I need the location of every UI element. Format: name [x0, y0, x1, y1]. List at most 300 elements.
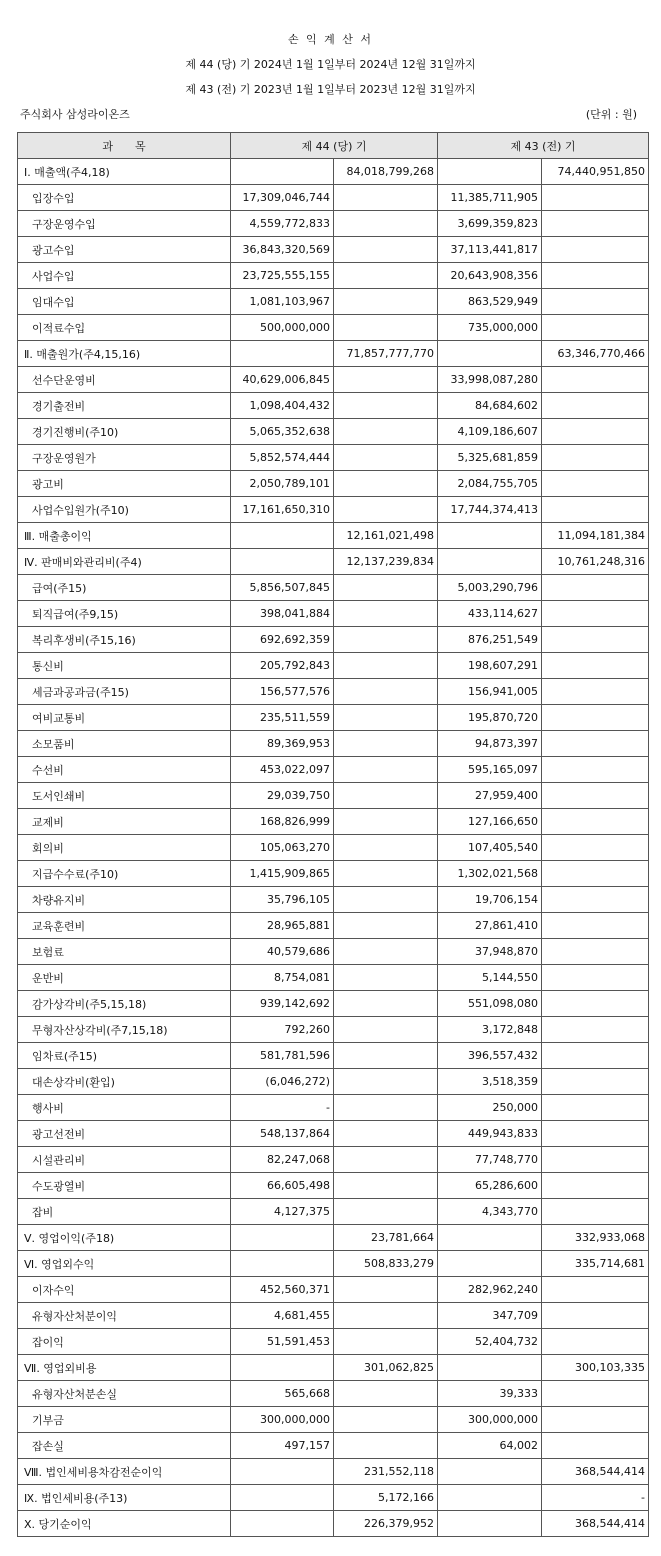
current-total-amount: [334, 679, 438, 705]
account-label: 차량유지비: [18, 887, 231, 913]
prior-detail-amount: 198,607,291: [438, 653, 542, 679]
table-row: [18, 523, 649, 549]
table-row: [18, 835, 649, 861]
current-detail-amount: [231, 549, 334, 575]
current-detail-amount: 300,000,000: [231, 1407, 334, 1433]
prior-total-amount: 368,544,414: [542, 1511, 649, 1537]
prior-total-amount: [542, 939, 649, 965]
account-label: 광고선전비: [18, 1121, 231, 1147]
prior-total-amount: [542, 731, 649, 757]
current-detail-amount: 5,065,352,638: [231, 419, 334, 445]
income-statement-table: [17, 132, 649, 1537]
prior-total-amount: [542, 237, 649, 263]
table-row: [18, 1485, 649, 1511]
table-row: [18, 757, 649, 783]
account-label: 감가상각비(주5,15,18): [18, 991, 231, 1017]
current-detail-amount: [231, 341, 334, 367]
current-detail-amount: (6,046,272): [231, 1069, 334, 1095]
prior-total-amount: [542, 289, 649, 315]
current-total-amount: [334, 445, 438, 471]
current-total-amount: [334, 185, 438, 211]
table-row: [18, 575, 649, 601]
current-detail-amount: 105,063,270: [231, 835, 334, 861]
account-label: 유형자산처분이익: [18, 1303, 231, 1329]
current-total-amount: [334, 263, 438, 289]
prior-total-amount: -: [542, 1485, 649, 1511]
prior-total-amount: [542, 887, 649, 913]
current-total-amount: [334, 705, 438, 731]
table-row: [18, 627, 649, 653]
account-label: 이자수익: [18, 1277, 231, 1303]
current-total-amount: [334, 471, 438, 497]
account-label: 복리후생비(주15,16): [18, 627, 231, 653]
table-row: [18, 1303, 649, 1329]
account-label: 급여(주15): [18, 575, 231, 601]
prior-detail-amount: 64,002: [438, 1433, 542, 1459]
prior-detail-amount: 5,325,681,859: [438, 445, 542, 471]
prior-total-amount: [542, 1433, 649, 1459]
current-detail-amount: 5,856,507,845: [231, 575, 334, 601]
prior-total-amount: [542, 367, 649, 393]
prior-detail-amount: 3,172,848: [438, 1017, 542, 1043]
current-total-amount: [334, 783, 438, 809]
current-detail-amount: [231, 1355, 334, 1381]
current-detail-amount: 500,000,000: [231, 315, 334, 341]
table-body: [18, 159, 649, 1537]
prior-total-amount: [542, 315, 649, 341]
current-detail-amount: [231, 1225, 334, 1251]
prior-detail-amount: 876,251,549: [438, 627, 542, 653]
table-row: [18, 939, 649, 965]
prior-detail-amount: 19,706,154: [438, 887, 542, 913]
table-row: [18, 419, 649, 445]
table-row: [18, 367, 649, 393]
account-label: 기부금: [18, 1407, 231, 1433]
prior-detail-amount: 4,343,770: [438, 1199, 542, 1225]
prior-total-amount: [542, 991, 649, 1017]
prior-total-amount: [542, 627, 649, 653]
current-total-amount: [334, 731, 438, 757]
current-detail-amount: 497,157: [231, 1433, 334, 1459]
current-total-amount: [334, 575, 438, 601]
table-row: [18, 471, 649, 497]
current-detail-amount: 4,559,772,833: [231, 211, 334, 237]
prior-total-amount: [542, 471, 649, 497]
current-detail-amount: 28,965,881: [231, 913, 334, 939]
prior-total-amount: [542, 211, 649, 237]
prior-total-amount: [542, 913, 649, 939]
current-total-amount: 5,172,166: [334, 1485, 438, 1511]
account-label: 교육훈련비: [18, 913, 231, 939]
table-row: [18, 1043, 649, 1069]
prior-total-amount: [542, 1329, 649, 1355]
account-label: 사업수입원가(주10): [18, 497, 231, 523]
prior-total-amount: [542, 497, 649, 523]
table-row: [18, 887, 649, 913]
account-label: 보험료: [18, 939, 231, 965]
prior-detail-amount: 17,744,374,413: [438, 497, 542, 523]
current-total-amount: [334, 1303, 438, 1329]
current-total-amount: [334, 1381, 438, 1407]
current-detail-amount: 36,843,320,569: [231, 237, 334, 263]
current-total-amount: [334, 965, 438, 991]
account-label: 임차료(주15): [18, 1043, 231, 1069]
current-total-amount: [334, 1407, 438, 1433]
prior-total-amount: [542, 575, 649, 601]
current-total-amount: 508,833,279: [334, 1251, 438, 1277]
prior-detail-amount: 27,861,410: [438, 913, 542, 939]
current-detail-amount: 452,560,371: [231, 1277, 334, 1303]
account-label: Ⅱ. 매출원가(주4,15,16): [18, 341, 231, 367]
table-row: [18, 159, 649, 185]
prior-detail-amount: 77,748,770: [438, 1147, 542, 1173]
table-row: [18, 653, 649, 679]
table-row: [18, 1355, 649, 1381]
current-total-amount: [334, 289, 438, 315]
account-label: 광고수입: [18, 237, 231, 263]
prior-detail-amount: 195,870,720: [438, 705, 542, 731]
prior-detail-amount: 84,684,602: [438, 393, 542, 419]
current-detail-amount: 398,041,884: [231, 601, 334, 627]
current-detail-amount: 29,039,750: [231, 783, 334, 809]
company-name: 주식회사 삼성라이온즈: [20, 108, 130, 121]
current-total-amount: [334, 1173, 438, 1199]
current-total-amount: [334, 1017, 438, 1043]
prior-detail-amount: 156,941,005: [438, 679, 542, 705]
account-label: 퇴직급여(주9,15): [18, 601, 231, 627]
account-label: 이적료수입: [18, 315, 231, 341]
prior-detail-amount: 27,959,400: [438, 783, 542, 809]
prior-detail-amount: 595,165,097: [438, 757, 542, 783]
prior-detail-amount: 65,286,600: [438, 1173, 542, 1199]
prior-detail-amount: 347,709: [438, 1303, 542, 1329]
unit-label: (단위 : 원): [585, 108, 637, 121]
account-label: 교제비: [18, 809, 231, 835]
prior-detail-amount: 4,109,186,607: [438, 419, 542, 445]
current-detail-amount: 23,725,555,155: [231, 263, 334, 289]
account-label: 운반비: [18, 965, 231, 991]
account-label: 잡비: [18, 1199, 231, 1225]
prior-total-amount: 10,761,248,316: [542, 549, 649, 575]
prior-total-amount: [542, 1381, 649, 1407]
account-label: 시설관리비: [18, 1147, 231, 1173]
current-detail-amount: 2,050,789,101: [231, 471, 334, 497]
table-row: [18, 965, 649, 991]
prior-total-amount: 63,346,770,466: [542, 341, 649, 367]
prior-detail-amount: 39,333: [438, 1381, 542, 1407]
prior-detail-amount: 5,003,290,796: [438, 575, 542, 601]
prior-total-amount: [542, 393, 649, 419]
prior-detail-amount: 33,998,087,280: [438, 367, 542, 393]
account-label: 잡손실: [18, 1433, 231, 1459]
prior-total-amount: 300,103,335: [542, 1355, 649, 1381]
table-row: [18, 601, 649, 627]
current-total-amount: [334, 939, 438, 965]
account-label: 소모품비: [18, 731, 231, 757]
account-label: Ⅵ. 영업외수익: [18, 1251, 231, 1277]
table-row: [18, 1095, 649, 1121]
statement-title: 손 익 계 산 서: [287, 33, 374, 46]
prior-detail-amount: [438, 549, 542, 575]
prior-total-amount: [542, 1303, 649, 1329]
current-detail-amount: 1,415,909,865: [231, 861, 334, 887]
table-row: [18, 783, 649, 809]
table-header-row: [18, 133, 649, 159]
current-total-amount: [334, 601, 438, 627]
current-detail-amount: 51,591,453: [231, 1329, 334, 1355]
current-total-amount: [334, 1121, 438, 1147]
table-row: [18, 445, 649, 471]
prior-total-amount: 11,094,181,384: [542, 523, 649, 549]
table-row: [18, 1459, 649, 1485]
account-label: Ⅳ. 판매비와관리비(주4): [18, 549, 231, 575]
table-row: [18, 263, 649, 289]
account-label: 여비교통비: [18, 705, 231, 731]
prior-total-amount: [542, 1173, 649, 1199]
current-detail-amount: [231, 1511, 334, 1537]
table-row: [18, 1511, 649, 1537]
prior-total-amount: [542, 1199, 649, 1225]
table-row: [18, 289, 649, 315]
table-row: [18, 1173, 649, 1199]
period-current: 제 44 (당) 기 2024년 1월 1일부터 2024년 12월 31일까지: [185, 58, 476, 71]
header-account: 과 목: [18, 133, 231, 159]
current-detail-amount: [231, 523, 334, 549]
current-detail-amount: 1,098,404,432: [231, 393, 334, 419]
table-row: [18, 913, 649, 939]
table-row: [18, 861, 649, 887]
prior-detail-amount: 282,962,240: [438, 1277, 542, 1303]
current-total-amount: [334, 1147, 438, 1173]
table-row: [18, 731, 649, 757]
header-prior-period: 제 43 (전) 기: [438, 133, 649, 159]
current-detail-amount: 4,127,375: [231, 1199, 334, 1225]
prior-detail-amount: [438, 341, 542, 367]
prior-detail-amount: 20,643,908,356: [438, 263, 542, 289]
current-detail-amount: 40,579,686: [231, 939, 334, 965]
account-label: Ⅶ. 영업외비용: [18, 1355, 231, 1381]
table-row: [18, 341, 649, 367]
table-row: [18, 991, 649, 1017]
current-detail-amount: 939,142,692: [231, 991, 334, 1017]
current-total-amount: [334, 809, 438, 835]
account-label: 구장운영수입: [18, 211, 231, 237]
prior-total-amount: 335,714,681: [542, 1251, 649, 1277]
current-detail-amount: 66,605,498: [231, 1173, 334, 1199]
account-label: Ⅷ. 법인세비용차감전순이익: [18, 1459, 231, 1485]
current-detail-amount: 8,754,081: [231, 965, 334, 991]
current-detail-amount: 692,692,359: [231, 627, 334, 653]
current-detail-amount: [231, 159, 334, 185]
current-total-amount: [334, 1329, 438, 1355]
current-total-amount: [334, 1095, 438, 1121]
table-row: [18, 1433, 649, 1459]
table-row: [18, 1225, 649, 1251]
account-label: Ⅸ. 법인세비용(주13): [18, 1485, 231, 1511]
table-row: [18, 497, 649, 523]
prior-total-amount: [542, 679, 649, 705]
current-detail-amount: 82,247,068: [231, 1147, 334, 1173]
current-detail-amount: 156,577,576: [231, 679, 334, 705]
current-total-amount: [334, 419, 438, 445]
table-row: [18, 679, 649, 705]
prior-total-amount: [542, 653, 649, 679]
current-total-amount: [334, 861, 438, 887]
prior-total-amount: [542, 1095, 649, 1121]
prior-total-amount: [542, 185, 649, 211]
prior-detail-amount: 250,000: [438, 1095, 542, 1121]
prior-total-amount: [542, 445, 649, 471]
current-total-amount: 301,062,825: [334, 1355, 438, 1381]
current-total-amount: [334, 887, 438, 913]
prior-total-amount: [542, 601, 649, 627]
account-label: Ⅹ. 당기순이익: [18, 1511, 231, 1537]
prior-detail-amount: 396,557,432: [438, 1043, 542, 1069]
table-row: [18, 1069, 649, 1095]
prior-total-amount: [542, 1043, 649, 1069]
prior-detail-amount: 94,873,397: [438, 731, 542, 757]
prior-total-amount: [542, 263, 649, 289]
account-label: Ⅲ. 매출총이익: [18, 523, 231, 549]
account-label: 선수단운영비: [18, 367, 231, 393]
prior-detail-amount: 127,166,650: [438, 809, 542, 835]
current-detail-amount: 453,022,097: [231, 757, 334, 783]
current-total-amount: 12,161,021,498: [334, 523, 438, 549]
prior-detail-amount: 863,529,949: [438, 289, 542, 315]
current-total-amount: [334, 835, 438, 861]
current-detail-amount: 565,668: [231, 1381, 334, 1407]
prior-detail-amount: [438, 159, 542, 185]
prior-detail-amount: [438, 1355, 542, 1381]
prior-detail-amount: 3,518,359: [438, 1069, 542, 1095]
current-total-amount: [334, 367, 438, 393]
current-detail-amount: 1,081,103,967: [231, 289, 334, 315]
prior-total-amount: [542, 861, 649, 887]
current-total-amount: [334, 1433, 438, 1459]
table-row: [18, 1147, 649, 1173]
account-label: 임대수입: [18, 289, 231, 315]
current-total-amount: [334, 497, 438, 523]
prior-total-amount: [542, 783, 649, 809]
prior-total-amount: [542, 419, 649, 445]
account-label: 경기출전비: [18, 393, 231, 419]
header-current-period: 제 44 (당) 기: [231, 133, 438, 159]
prior-detail-amount: 5,144,550: [438, 965, 542, 991]
prior-total-amount: [542, 1147, 649, 1173]
current-total-amount: [334, 653, 438, 679]
prior-detail-amount: [438, 523, 542, 549]
prior-total-amount: [542, 835, 649, 861]
account-label: 대손상각비(환입): [18, 1069, 231, 1095]
prior-total-amount: [542, 1277, 649, 1303]
current-total-amount: [334, 1199, 438, 1225]
prior-detail-amount: 37,948,870: [438, 939, 542, 965]
prior-detail-amount: 107,405,540: [438, 835, 542, 861]
current-total-amount: [334, 1069, 438, 1095]
current-total-amount: 84,018,799,268: [334, 159, 438, 185]
table-row: [18, 549, 649, 575]
account-label: 수선비: [18, 757, 231, 783]
prior-detail-amount: [438, 1225, 542, 1251]
current-detail-amount: 89,369,953: [231, 731, 334, 757]
prior-total-amount: [542, 1121, 649, 1147]
current-total-amount: [334, 1043, 438, 1069]
current-detail-amount: 581,781,596: [231, 1043, 334, 1069]
prior-detail-amount: 300,000,000: [438, 1407, 542, 1433]
current-detail-amount: 35,796,105: [231, 887, 334, 913]
current-total-amount: 226,379,952: [334, 1511, 438, 1537]
table-row: [18, 393, 649, 419]
table-row: [18, 705, 649, 731]
account-label: 통신비: [18, 653, 231, 679]
account-label: 구장운영원가: [18, 445, 231, 471]
table-row: [18, 1381, 649, 1407]
prior-detail-amount: 1,302,021,568: [438, 861, 542, 887]
current-total-amount: 23,781,664: [334, 1225, 438, 1251]
prior-detail-amount: [438, 1485, 542, 1511]
prior-total-amount: 74,440,951,850: [542, 159, 649, 185]
account-label: 도서인쇄비: [18, 783, 231, 809]
prior-total-amount: [542, 965, 649, 991]
prior-detail-amount: 551,098,080: [438, 991, 542, 1017]
current-total-amount: [334, 991, 438, 1017]
current-total-amount: [334, 913, 438, 939]
table-row: [18, 185, 649, 211]
current-detail-amount: 792,260: [231, 1017, 334, 1043]
table-row: [18, 1407, 649, 1433]
current-detail-amount: 5,852,574,444: [231, 445, 334, 471]
account-label: 잡이익: [18, 1329, 231, 1355]
table-row: [18, 1277, 649, 1303]
period-prior: 제 43 (전) 기 2023년 1월 1일부터 2023년 12월 31일까지: [185, 83, 476, 96]
account-label: 지급수수료(주10): [18, 861, 231, 887]
current-detail-amount: 40,629,006,845: [231, 367, 334, 393]
prior-detail-amount: [438, 1459, 542, 1485]
prior-total-amount: [542, 1017, 649, 1043]
current-detail-amount: [231, 1251, 334, 1277]
table-row: [18, 211, 649, 237]
table-row: [18, 809, 649, 835]
prior-total-amount: [542, 757, 649, 783]
current-total-amount: 231,552,118: [334, 1459, 438, 1485]
prior-total-amount: [542, 809, 649, 835]
current-total-amount: [334, 211, 438, 237]
current-total-amount: [334, 237, 438, 263]
current-detail-amount: 548,137,864: [231, 1121, 334, 1147]
account-label: 무형자산상각비(주7,15,18): [18, 1017, 231, 1043]
prior-detail-amount: 37,113,441,817: [438, 237, 542, 263]
prior-total-amount: [542, 705, 649, 731]
current-detail-amount: [231, 1459, 334, 1485]
account-label: 유형자산처분손실: [18, 1381, 231, 1407]
prior-total-amount: [542, 1069, 649, 1095]
current-detail-amount: -: [231, 1095, 334, 1121]
current-total-amount: [334, 627, 438, 653]
current-detail-amount: 4,681,455: [231, 1303, 334, 1329]
account-label: 수도광열비: [18, 1173, 231, 1199]
prior-detail-amount: 449,943,833: [438, 1121, 542, 1147]
current-total-amount: [334, 315, 438, 341]
prior-detail-amount: 2,084,755,705: [438, 471, 542, 497]
prior-detail-amount: [438, 1251, 542, 1277]
table-row: [18, 237, 649, 263]
table-row: [18, 1121, 649, 1147]
prior-detail-amount: 3,699,359,823: [438, 211, 542, 237]
account-label: 광고비: [18, 471, 231, 497]
current-detail-amount: 168,826,999: [231, 809, 334, 835]
table-row: [18, 1017, 649, 1043]
current-total-amount: [334, 393, 438, 419]
